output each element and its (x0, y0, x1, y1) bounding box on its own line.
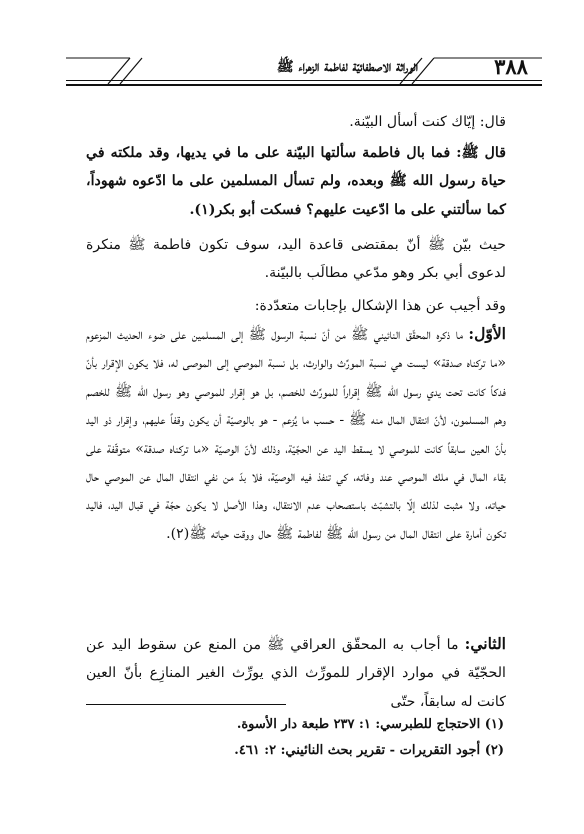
paragraph-5 (86, 320, 506, 548)
paragraph-5-lead: الأوّل: (468, 324, 506, 343)
paragraph-1-text: قال: إيّاك كنت أسأل البيّنة. (349, 114, 506, 130)
paragraph-2 (86, 139, 506, 224)
footnote-2: (٢) أجود التقريرات - تقرير بحث النائيني: ٢: ٤٦١. (234, 743, 504, 758)
paragraph-5-text (86, 320, 506, 548)
footnote-1: (١) الاحتجاج للطبرسي: ١: ٢٣٧ طبعة دار الأسوة. (236, 717, 504, 732)
paragraph-6-body: ما أجاب به المحقّق العراقي ﷺ من المنع عن سقوط اليد عن الحجّيّة في موارد الإقرار للمورِّث الذي يورِّث الغير المنازِع بأنّ العين كانت له سابقاً، حتّى (86, 637, 506, 710)
footnotes (74, 712, 504, 764)
paragraph-3-text: حيث بيّن ﷺ أنّ بمقتضى قاعدة اليد، سوف تكون فاطمة ﷺ منكرة لدعوى أبي بكر وهو مدّعي مطالَب بالبيّنة. (86, 237, 506, 282)
paragraph-2-text: قال ﷺ: فما بال فاطمة سألتها البيّنة على ما في يديها، وقد ملكته في حياة رسول الله ﷺ وبعده، ولم تسأل المسلمين على ما ادّعوه شهوداً، كما سألتني على ما ادّعيت عليهم؟ فسكت أبو بكر(١). (86, 145, 506, 218)
footnote-separator (86, 704, 286, 705)
paragraph-3 (86, 231, 506, 288)
paragraph-1 (86, 108, 506, 136)
paragraph-5-body: ما ذكره المحقّق النائيني ﷺ من أنّ نسبة الرسول ﷺ إلى المسلمين على ضوء الحديث المزعوم «ما تركناه صدقة» ليست هي نسبة المورِّث والوارث، بل نسبة الموصي إلى الموصى له، فلا يكون الإقرار بأنّ فدكاً كانت تحت يدي رسول الله ﷺ إقراراً للمورِّث للخصم، بل هو إقرار للموصي وهو رسول الله ﷺ للخصم وهم المسلمون، لأنّ انتقال المال منه ﷺ - حسب ما يُزعم - هو بالوصيّة أن يكون وقفاً عليهم، وإقرار ذو اليد بأنّ العين سابقاً كانت للموصي لا يسقط اليد عن الحجّيّة، وذلك لأنّ الوصيّة «ما تركناه صدقة» متوقّفة على بقاء المال في ملك الموصي عند وفاته، كي تنفذ فيه الوصيّة، فلا بدّ من نفي انتقال المال عن الموصي حال حياته، ولا مثبت لذلك إلّا بالتشبّث باستصحاب عدم الانتقال، وهذا الأصل لا يكون حجّة في قبال اليد، فاليد تكون أمارة على انتقال المال من رسول الله ﷺ لفاطمة ﷺ حال ووقت حياته ﷺ(٢). (86, 327, 506, 542)
header-rule-thick (66, 84, 542, 86)
paragraph-4-text: وقد أجيب عن هذا الإشكال بإجابات متعدّدة: (254, 298, 506, 314)
paragraph-4 (86, 292, 506, 320)
page-header (66, 54, 542, 94)
header-rule (66, 80, 542, 81)
running-title: الوراثة الاصطفائيّة لفاطمة الزهراء ﷺ (276, 59, 418, 75)
paragraph-6-lead: الثاني: (464, 634, 506, 653)
page-number: ٣٨٨ (494, 54, 528, 79)
